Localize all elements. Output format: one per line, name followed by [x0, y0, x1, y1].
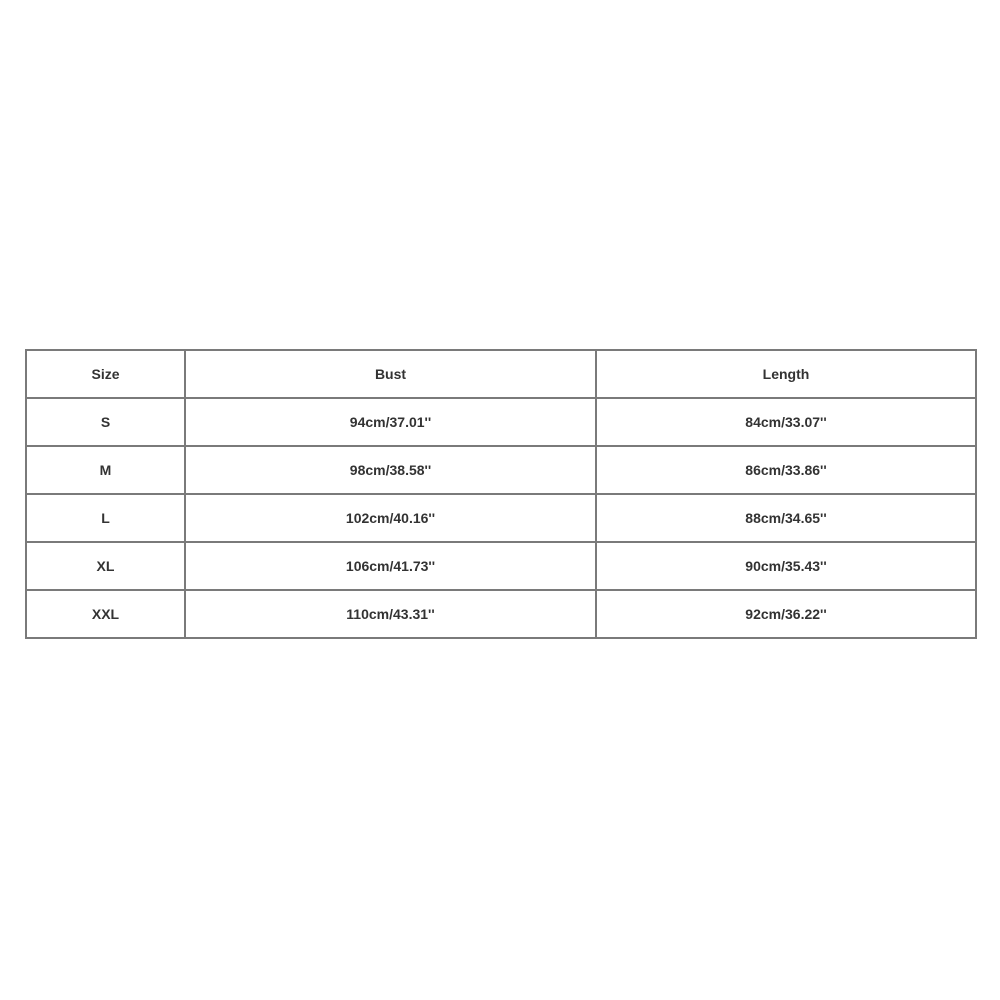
table-row — [26, 542, 976, 590]
bust-cell: 98cm/38.58'' — [185, 446, 596, 494]
size-chart-table — [25, 349, 977, 639]
length-cell: 86cm/33.86'' — [596, 446, 976, 494]
length-cell: 88cm/34.65'' — [596, 494, 976, 542]
table-row — [26, 494, 976, 542]
size-cell: XL — [26, 542, 185, 590]
header-size: Size — [26, 350, 185, 398]
table-row — [26, 398, 976, 446]
size-cell: M — [26, 446, 185, 494]
table-row — [26, 446, 976, 494]
length-cell: 84cm/33.07'' — [596, 398, 976, 446]
header-length: Length — [596, 350, 976, 398]
length-cell: 92cm/36.22'' — [596, 590, 976, 638]
bust-cell: 110cm/43.31'' — [185, 590, 596, 638]
length-cell: 90cm/35.43'' — [596, 542, 976, 590]
table-row — [26, 590, 976, 638]
size-cell: L — [26, 494, 185, 542]
header-bust: Bust — [185, 350, 596, 398]
table-header-row — [26, 350, 976, 398]
bust-cell: 102cm/40.16'' — [185, 494, 596, 542]
size-cell: S — [26, 398, 185, 446]
size-cell: XXL — [26, 590, 185, 638]
bust-cell: 94cm/37.01'' — [185, 398, 596, 446]
bust-cell: 106cm/41.73'' — [185, 542, 596, 590]
